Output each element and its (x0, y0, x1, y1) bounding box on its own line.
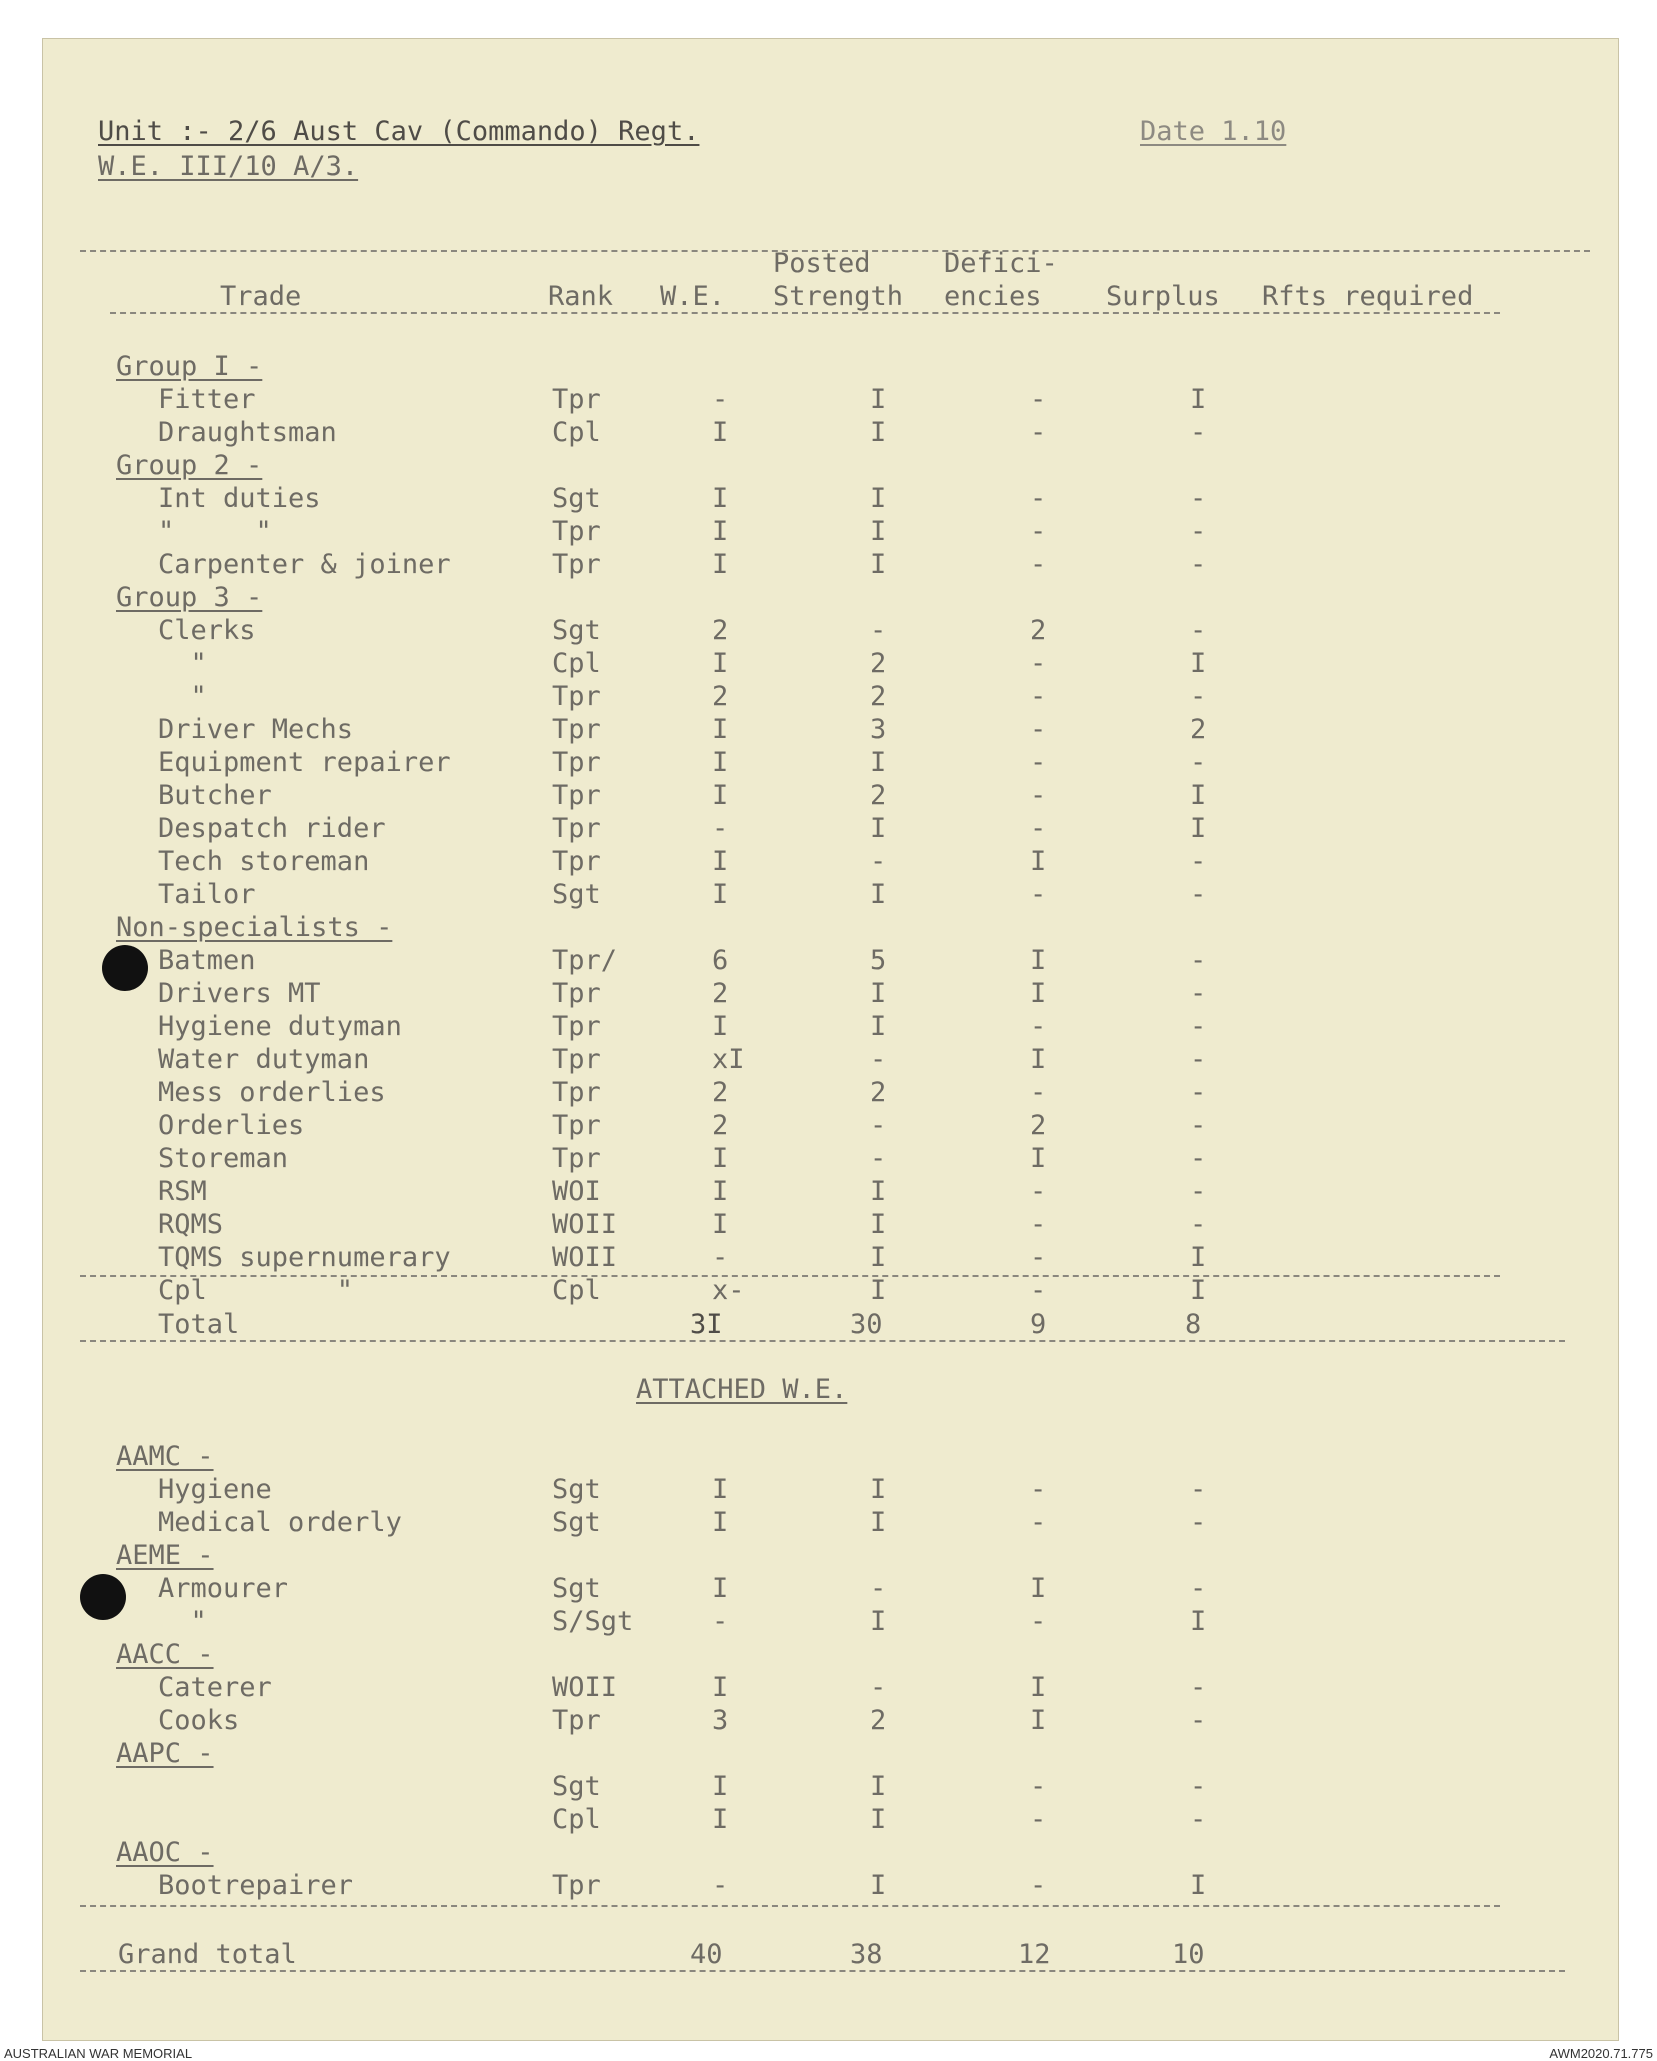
rank-cell: Sgt (552, 1507, 601, 1538)
we-cell: xI (712, 1044, 745, 1075)
trade-cell: Clerks (158, 615, 256, 646)
col-surplus: Surplus (1106, 281, 1220, 312)
posted-cell: I (870, 1771, 887, 1802)
deficiencies-cell: - (1030, 1176, 1047, 1207)
grand-total-posted: 38 (850, 1939, 883, 1970)
trade-cell: Non-specialists - (116, 912, 393, 943)
trade-cell: Draughtsman (158, 417, 337, 448)
total-surplus: 8 (1185, 1309, 1202, 1340)
trade-cell: Mess orderlies (158, 1077, 386, 1108)
posted-cell: I (870, 813, 887, 844)
we-cell: I (712, 1474, 729, 1505)
posted-cell: - (870, 1044, 887, 1075)
deficiencies-cell: - (1030, 1011, 1047, 1042)
trade-cell: " (158, 648, 207, 679)
deficiencies-cell: - (1030, 1804, 1047, 1835)
col-posted-2: Strength (773, 281, 904, 312)
surplus-cell: - (1190, 1474, 1207, 1505)
trade-cell: Butcher (158, 780, 272, 811)
surplus-cell: - (1190, 1110, 1207, 1141)
posted-cell: I (870, 417, 887, 448)
trade-cell: Group I - (116, 351, 263, 382)
trade-cell: Tailor (158, 879, 256, 910)
deficiencies-cell: - (1030, 780, 1047, 811)
header-bottom-rule (110, 312, 1500, 314)
rank-cell: Tpr (552, 516, 601, 547)
posted-cell: - (870, 1143, 887, 1174)
rank-cell: Tpr (552, 714, 601, 745)
we-cell: I (712, 417, 729, 448)
surplus-cell: - (1190, 1176, 1207, 1207)
footer-accession: AWM2020.71.775 (1549, 2046, 1653, 2061)
rank-cell: Tpr (552, 1705, 601, 1736)
trade-cell: Group 3 - (116, 582, 263, 613)
rank-cell: WOII (552, 1242, 618, 1273)
deficiencies-cell: - (1030, 1077, 1047, 1108)
surplus-cell: I (1190, 1606, 1207, 1637)
posted-cell: I (870, 1242, 887, 1273)
rank-cell: S/Sgt (552, 1606, 634, 1637)
surplus-cell: - (1190, 1771, 1207, 1802)
unit-heading: Unit :- 2/6 Aust Cav (Commando) Regt. (98, 116, 700, 147)
surplus-cell: I (1190, 384, 1207, 415)
deficiencies-cell: - (1030, 1275, 1047, 1306)
posted-cell: 2 (870, 1077, 887, 1108)
we-cell: I (712, 846, 729, 877)
trade-cell: Driver Mechs (158, 714, 354, 745)
total-we: 3I (690, 1309, 723, 1340)
deficiencies-cell: - (1030, 681, 1047, 712)
posted-cell: I (870, 747, 887, 778)
trade-cell: Hygiene (158, 1474, 272, 1505)
trade-cell: AACC - (116, 1639, 214, 1670)
posted-cell: I (870, 1275, 887, 1306)
rank-cell: Tpr (552, 1044, 601, 1075)
trade-cell: TQMS supernumerary (158, 1242, 451, 1273)
we-cell: - (712, 384, 729, 415)
rank-cell: Tpr (552, 549, 601, 580)
trade-cell: Batmen (158, 945, 256, 976)
surplus-cell: - (1190, 549, 1207, 580)
rank-cell: Tpr (552, 846, 601, 877)
we-cell: I (712, 1573, 729, 1604)
posted-cell: I (870, 1474, 887, 1505)
surplus-cell: - (1190, 681, 1207, 712)
we-cell: I (712, 483, 729, 514)
deficiencies-cell: - (1030, 483, 1047, 514)
total-label: Total (158, 1309, 240, 1340)
rank-cell: Tpr (552, 384, 601, 415)
posted-cell: I (870, 1209, 887, 1240)
posted-cell: I (870, 978, 887, 1009)
rank-cell: Sgt (552, 879, 601, 910)
trade-cell: " (158, 681, 207, 712)
rank-cell: Sgt (552, 1474, 601, 1505)
surplus-cell: I (1190, 648, 1207, 679)
posted-cell: - (870, 1573, 887, 1604)
footer-archive: AUSTRALIAN WAR MEMORIAL (4, 2046, 193, 2061)
we-cell: 2 (712, 1077, 729, 1108)
deficiencies-cell: - (1030, 714, 1047, 745)
we-cell: I (712, 648, 729, 679)
we-cell: I (712, 1209, 729, 1240)
col-trade: Trade (220, 281, 302, 312)
deficiencies-cell: - (1030, 1771, 1047, 1802)
deficiencies-cell: - (1030, 1474, 1047, 1505)
posted-cell: 2 (870, 648, 887, 679)
we-cell: I (712, 1011, 729, 1042)
trade-cell: " " (158, 516, 272, 547)
posted-cell: - (870, 1672, 887, 1703)
rank-cell: Tpr (552, 1870, 601, 1901)
we-cell: I (712, 549, 729, 580)
surplus-cell: - (1190, 1011, 1207, 1042)
grand-total-rule (80, 1970, 1565, 1972)
we-cell: x- (712, 1275, 745, 1306)
we-cell: I (712, 714, 729, 745)
total-rule (80, 1340, 1565, 1342)
rank-cell: Tpr (552, 1143, 601, 1174)
trade-cell: Group 2 - (116, 450, 263, 481)
surplus-cell: - (1190, 1672, 1207, 1703)
surplus-cell: - (1190, 1573, 1207, 1604)
trade-cell: Hygiene dutyman (158, 1011, 402, 1042)
surplus-cell: - (1190, 417, 1207, 448)
date-label: Date 1.10 (1140, 116, 1287, 147)
we-cell: I (712, 879, 729, 910)
deficiencies-cell: - (1030, 417, 1047, 448)
grand-total-we: 40 (690, 1939, 723, 1970)
we-cell: 2 (712, 681, 729, 712)
posted-cell: I (870, 1606, 887, 1637)
we-reference: W.E. III/10 A/3. (98, 151, 359, 182)
surplus-cell: I (1190, 813, 1207, 844)
grand-total-label: Grand total (118, 1939, 297, 1970)
punch-hole (102, 945, 148, 991)
trade-cell: Drivers MT (158, 978, 321, 1009)
trade-cell: Storeman (158, 1143, 289, 1174)
deficiencies-cell: - (1030, 648, 1047, 679)
surplus-cell: - (1190, 747, 1207, 778)
deficiencies-cell: I (1030, 1044, 1047, 1075)
deficiencies-cell: I (1030, 1705, 1047, 1736)
grand-total-deficiencies: 12 (1018, 1939, 1051, 1970)
posted-cell: 2 (870, 780, 887, 811)
posted-cell: I (870, 516, 887, 547)
we-cell: I (712, 1804, 729, 1835)
total-deficiencies: 9 (1030, 1309, 1047, 1340)
posted-cell: I (870, 879, 887, 910)
rank-cell: Cpl (552, 648, 601, 679)
we-cell: 2 (712, 978, 729, 1009)
posted-cell: I (870, 384, 887, 415)
surplus-cell: - (1190, 483, 1207, 514)
posted-cell: I (870, 1011, 887, 1042)
posted-cell: - (870, 846, 887, 877)
trade-cell: AAMC - (116, 1441, 214, 1472)
trade-cell: Armourer (158, 1573, 289, 1604)
deficiencies-cell: - (1030, 549, 1047, 580)
surplus-cell: - (1190, 1705, 1207, 1736)
rank-cell: Tpr (552, 1077, 601, 1108)
deficiencies-cell: - (1030, 1242, 1047, 1273)
posted-cell: - (870, 615, 887, 646)
trade-cell: AEME - (116, 1540, 214, 1571)
deficiencies-cell: I (1030, 1143, 1047, 1174)
rank-cell: Sgt (552, 1573, 601, 1604)
surplus-cell: - (1190, 945, 1207, 976)
trade-cell: Orderlies (158, 1110, 305, 1141)
posted-cell: 5 (870, 945, 887, 976)
posted-cell: 2 (870, 1705, 887, 1736)
surplus-cell: - (1190, 1044, 1207, 1075)
we-cell: 6 (712, 945, 729, 976)
rank-cell: Tpr (552, 681, 601, 712)
trade-cell: Water dutyman (158, 1044, 370, 1075)
rank-cell: WOII (552, 1209, 618, 1240)
we-cell: I (712, 1143, 729, 1174)
surplus-cell: - (1190, 516, 1207, 547)
trade-cell: Carpenter & joiner (158, 549, 451, 580)
trade-cell: AAPC - (116, 1738, 214, 1769)
trade-cell: Despatch rider (158, 813, 386, 844)
surplus-cell: I (1190, 1870, 1207, 1901)
table-end-rule (80, 1275, 1500, 1277)
we-cell: - (712, 813, 729, 844)
deficiencies-cell: I (1030, 978, 1047, 1009)
surplus-cell: I (1190, 780, 1207, 811)
rank-cell: Tpr (552, 1110, 601, 1141)
surplus-cell: I (1190, 1275, 1207, 1306)
trade-cell: Cpl " (158, 1275, 354, 1306)
deficiencies-cell: - (1030, 1606, 1047, 1637)
surplus-cell: - (1190, 978, 1207, 1009)
col-defic-1: Defici- (944, 248, 1058, 279)
rank-cell: Tpr (552, 1011, 601, 1042)
deficiencies-cell: - (1030, 384, 1047, 415)
trade-cell: Int duties (158, 483, 321, 514)
trade-cell: Tech storeman (158, 846, 370, 877)
posted-cell: I (870, 1507, 887, 1538)
total-posted: 30 (850, 1309, 883, 1340)
trade-cell: AAOC - (116, 1837, 214, 1868)
we-cell: - (712, 1606, 729, 1637)
rank-cell: Cpl (552, 417, 601, 448)
surplus-cell: - (1190, 1804, 1207, 1835)
attached-end-rule (80, 1905, 1500, 1907)
surplus-cell: - (1190, 1507, 1207, 1538)
posted-cell: I (870, 549, 887, 580)
trade-cell: Bootrepairer (158, 1870, 354, 1901)
trade-cell: RQMS (158, 1209, 224, 1240)
deficiencies-cell: - (1030, 813, 1047, 844)
rank-cell: Cpl (552, 1804, 601, 1835)
deficiencies-cell: - (1030, 516, 1047, 547)
rank-cell: Tpr/ (552, 945, 618, 976)
rank-cell: Sgt (552, 615, 601, 646)
punch-hole (80, 1574, 126, 1620)
col-we: W.E. (660, 281, 726, 312)
we-cell: - (712, 1870, 729, 1901)
we-cell: I (712, 780, 729, 811)
col-posted-1: Posted (773, 248, 871, 279)
grand-total-surplus: 10 (1172, 1939, 1205, 1970)
rank-cell: Cpl (552, 1275, 601, 1306)
posted-cell: 3 (870, 714, 887, 745)
deficiencies-cell: - (1030, 879, 1047, 910)
trade-cell: " (158, 1606, 207, 1637)
trade-cell: Caterer (158, 1672, 272, 1703)
deficiencies-cell: I (1030, 1573, 1047, 1604)
surplus-cell: - (1190, 879, 1207, 910)
trade-cell: Medical orderly (158, 1507, 402, 1538)
rank-cell: Tpr (552, 813, 601, 844)
surplus-cell: - (1190, 1143, 1207, 1174)
surplus-cell: I (1190, 1242, 1207, 1273)
posted-cell: 2 (870, 681, 887, 712)
we-cell: 3 (712, 1705, 729, 1736)
posted-cell: I (870, 1870, 887, 1901)
we-cell: I (712, 747, 729, 778)
col-rank: Rank (548, 281, 614, 312)
posted-cell: I (870, 1804, 887, 1835)
rank-cell: Tpr (552, 747, 601, 778)
we-cell: 2 (712, 1110, 729, 1141)
deficiencies-cell: - (1030, 1507, 1047, 1538)
col-defic-2: encies (944, 281, 1042, 312)
surplus-cell: - (1190, 846, 1207, 877)
trade-cell: Fitter (158, 384, 256, 415)
we-cell: - (712, 1242, 729, 1273)
deficiencies-cell: I (1030, 1672, 1047, 1703)
we-cell: I (712, 1771, 729, 1802)
deficiencies-cell: - (1030, 1209, 1047, 1240)
surplus-cell: 2 (1190, 714, 1207, 745)
rank-cell: Sgt (552, 1771, 601, 1802)
posted-cell: I (870, 483, 887, 514)
deficiencies-cell: - (1030, 1870, 1047, 1901)
deficiencies-cell: I (1030, 945, 1047, 976)
posted-cell: I (870, 1176, 887, 1207)
rank-cell: Tpr (552, 978, 601, 1009)
posted-cell: - (870, 1110, 887, 1141)
deficiencies-cell: 2 (1030, 1110, 1047, 1141)
we-cell: I (712, 1507, 729, 1538)
surplus-cell: - (1190, 1209, 1207, 1240)
surplus-cell: - (1190, 1077, 1207, 1108)
we-cell: I (712, 516, 729, 547)
deficiencies-cell: 2 (1030, 615, 1047, 646)
we-cell: I (712, 1672, 729, 1703)
col-rfts: Rfts required (1262, 281, 1474, 312)
we-cell: 2 (712, 615, 729, 646)
trade-cell: Cooks (158, 1705, 240, 1736)
deficiencies-cell: I (1030, 846, 1047, 877)
trade-cell: Equipment repairer (158, 747, 451, 778)
surplus-cell: - (1190, 615, 1207, 646)
rank-cell: WOI (552, 1176, 601, 1207)
rank-cell: WOII (552, 1672, 618, 1703)
we-cell: I (712, 1176, 729, 1207)
deficiencies-cell: - (1030, 747, 1047, 778)
attached-heading: ATTACHED W.E. (636, 1374, 848, 1405)
trade-cell: RSM (158, 1176, 207, 1207)
rank-cell: Tpr (552, 780, 601, 811)
rank-cell: Sgt (552, 483, 601, 514)
